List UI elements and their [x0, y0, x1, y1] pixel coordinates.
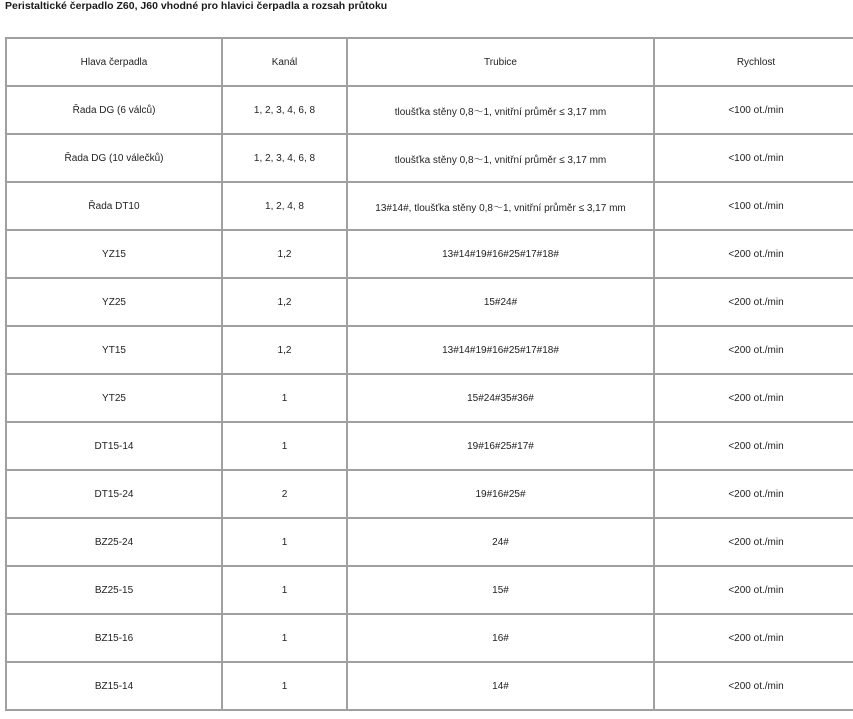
cell-pump-head: Řada DT10 — [6, 182, 222, 230]
cell-channel: 1 — [222, 614, 347, 662]
cell-speed: <200 ot./min — [654, 230, 853, 278]
cell-pump-head: BZ25-24 — [6, 518, 222, 566]
table-row — [6, 134, 853, 182]
table-row — [6, 566, 853, 614]
cell-speed: <200 ot./min — [654, 326, 853, 374]
cell-channel: 1, 2, 4, 8 — [222, 182, 347, 230]
cell-channel: 1,2 — [222, 230, 347, 278]
cell-speed: <200 ot./min — [654, 662, 853, 710]
cell-tubing: 15#24#35#36# — [347, 374, 654, 422]
cell-channel: 1 — [222, 374, 347, 422]
cell-tubing: 15#24# — [347, 278, 654, 326]
cell-tubing: 16# — [347, 614, 654, 662]
cell-pump-head: Řada DG (10 válečků) — [6, 134, 222, 182]
cell-channel: 2 — [222, 470, 347, 518]
cell-tubing: 14# — [347, 662, 654, 710]
cell-tubing: 13#14#19#16#25#17#18# — [347, 326, 654, 374]
cell-tubing: 13#14#, tloušťka stěny 0,8～1, vnitřní průměr ≤ 3,17 mm — [347, 182, 654, 230]
cell-channel: 1, 2, 3, 4, 6, 8 — [222, 86, 347, 134]
column-header-tubing: Trubice — [347, 38, 654, 86]
table-row — [6, 662, 853, 710]
cell-tubing: tloušťka stěny 0,8～1, vnitřní průměr ≤ 3,17 mm — [347, 86, 654, 134]
cell-speed: <200 ot./min — [654, 374, 853, 422]
cell-tubing: 19#16#25# — [347, 470, 654, 518]
cell-tubing: 15# — [347, 566, 654, 614]
cell-channel: 1 — [222, 518, 347, 566]
cell-pump-head: DT15-24 — [6, 470, 222, 518]
column-header-speed: Rychlost — [654, 38, 853, 86]
table-row — [6, 86, 853, 134]
cell-speed: <200 ot./min — [654, 422, 853, 470]
table-row — [6, 518, 853, 566]
cell-speed: <200 ot./min — [654, 470, 853, 518]
table-row — [6, 230, 853, 278]
cell-channel: 1,2 — [222, 326, 347, 374]
cell-tubing: 13#14#19#16#25#17#18# — [347, 230, 654, 278]
cell-speed: <100 ot./min — [654, 86, 853, 134]
cell-pump-head: BZ15-16 — [6, 614, 222, 662]
cell-speed: <200 ot./min — [654, 614, 853, 662]
cell-pump-head: YZ15 — [6, 230, 222, 278]
cell-channel: 1 — [222, 662, 347, 710]
cell-pump-head: BZ15-14 — [6, 662, 222, 710]
cell-pump-head: DT15-14 — [6, 422, 222, 470]
cell-tubing: tloušťka stěny 0,8～1, vnitřní průměr ≤ 3,17 mm — [347, 134, 654, 182]
cell-speed: <100 ot./min — [654, 182, 853, 230]
table-row — [6, 614, 853, 662]
cell-tubing: 24# — [347, 518, 654, 566]
table-row — [6, 182, 853, 230]
column-header-channel: Kanál — [222, 38, 347, 86]
cell-pump-head: YT15 — [6, 326, 222, 374]
cell-pump-head: BZ25-15 — [6, 566, 222, 614]
cell-tubing: 19#16#25#17# — [347, 422, 654, 470]
cell-speed: <200 ot./min — [654, 518, 853, 566]
cell-channel: 1 — [222, 566, 347, 614]
table-row — [6, 422, 853, 470]
table-header-row — [6, 38, 853, 86]
cell-pump-head: YT25 — [6, 374, 222, 422]
cell-speed: <100 ot./min — [654, 134, 853, 182]
page-title: Peristaltické čerpadlo Z60, J60 vhodné pro hlavici čerpadla a rozsah průtoku — [5, 0, 388, 12]
table-row — [6, 326, 853, 374]
pump-head-table — [5, 37, 853, 711]
column-header-pump-head: Hlava čerpadla — [6, 38, 222, 86]
cell-speed: <200 ot./min — [654, 278, 853, 326]
table-row — [6, 278, 853, 326]
table-row — [6, 374, 853, 422]
cell-speed: <200 ot./min — [654, 566, 853, 614]
cell-channel: 1, 2, 3, 4, 6, 8 — [222, 134, 347, 182]
cell-channel: 1,2 — [222, 278, 347, 326]
cell-channel: 1 — [222, 422, 347, 470]
cell-pump-head: YZ25 — [6, 278, 222, 326]
table-row — [6, 470, 853, 518]
cell-pump-head: Řada DG (6 válců) — [6, 86, 222, 134]
